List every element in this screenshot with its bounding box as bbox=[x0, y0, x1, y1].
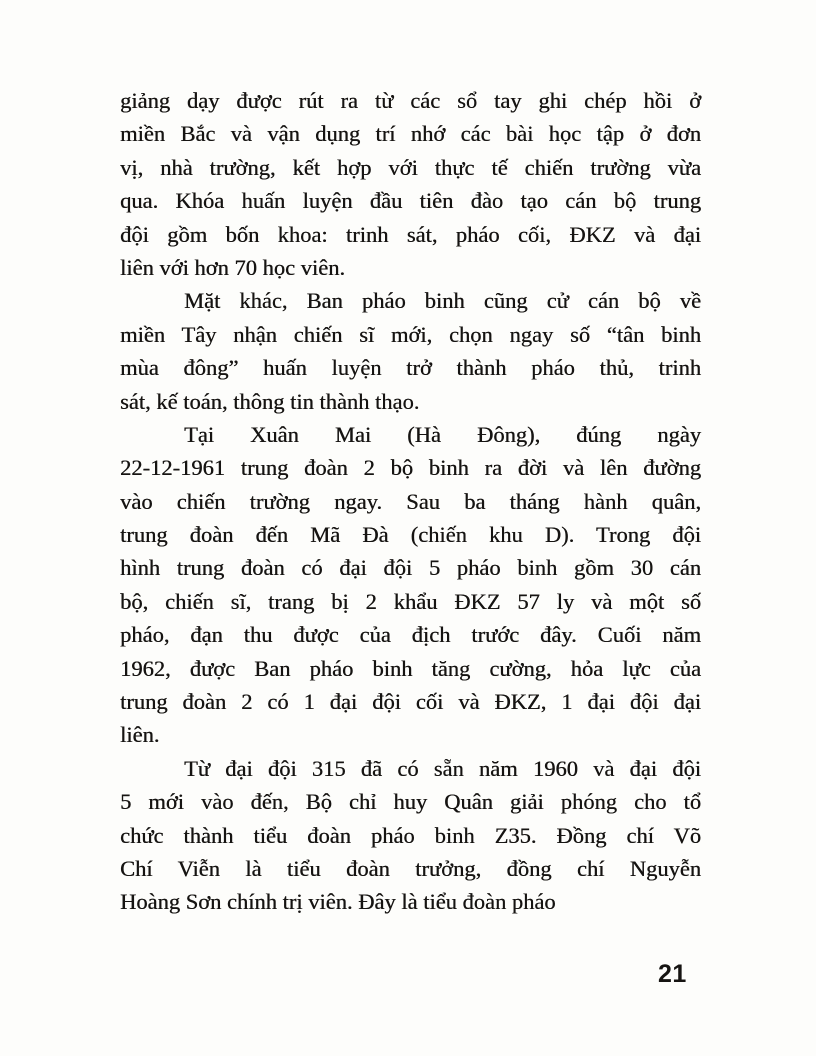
text-line: mùa đông” huấn luyện trở thành pháo thủ, trinh bbox=[120, 355, 701, 381]
text-line: trung đoàn 2 có 1 đại đội cối và ĐKZ, 1 đại đội đại bbox=[120, 689, 701, 715]
text-line: hình trung đoàn có đại đội 5 pháo binh gồm 30 cán bbox=[120, 555, 701, 581]
text-line: Chí Viễn là tiểu đoàn trưởng, đồng chí Nguyễn bbox=[120, 855, 701, 881]
text-line: Từ đại đội 315 đã có sẵn năm 1960 và đại đội bbox=[184, 755, 701, 781]
text-line: đội gồm bốn khoa: trinh sát, pháo cối, ĐKZ và đại bbox=[120, 221, 701, 247]
text-line: miền Tây nhận chiến sĩ mới, chọn ngay số “tân binh bbox=[120, 321, 701, 347]
text-line: Mặt khác, Ban pháo binh cũng cử cán bộ về bbox=[184, 288, 701, 314]
text-line: Tại Xuân Mai (Hà Đông), đúng ngày bbox=[184, 421, 701, 447]
text-line: trung đoàn đến Mã Đà (chiến khu D). Trong đội bbox=[120, 522, 701, 548]
text-line: qua. Khóa huấn luyện đầu tiên đào tạo cán bộ trung bbox=[120, 188, 701, 214]
text-line: liên với hơn 70 học viên. bbox=[120, 254, 346, 280]
text-line: 22-12-1961 trung đoàn 2 bộ binh ra đời và lên đường bbox=[120, 455, 701, 481]
text-line: pháo, đạn thu được của địch trước đây. Cuối năm bbox=[120, 622, 701, 648]
text-line: miền Bắc và vận dụng trí nhớ các bài học tập ở đơn bbox=[120, 121, 701, 147]
text-line: giảng dạy được rút ra từ các sổ tay ghi chép hồi ở bbox=[120, 88, 701, 113]
text-line: vị, nhà trường, kết hợp với thực tế chiến trường vừa bbox=[120, 154, 701, 180]
text-line: 1962, được Ban pháo binh tăng cường, hỏa lực của bbox=[120, 655, 701, 681]
text-line: bộ, chiến sĩ, trang bị 2 khẩu ĐKZ 57 ly và một số bbox=[120, 588, 701, 614]
text-line: Hoàng Sơn chính trị viên. Đây là tiểu đoàn pháo bbox=[120, 889, 556, 915]
text-line: sát, kế toán, thông tin thành thạo. bbox=[120, 388, 420, 414]
text-line: vào chiến trường ngay. Sau ba tháng hành quân, bbox=[120, 488, 701, 514]
text-line: chức thành tiểu đoàn pháo binh Z35. Đồng chí Võ bbox=[120, 822, 701, 848]
text-line: 5 mới vào đến, Bộ chỉ huy Quân giải phóng cho tổ bbox=[120, 789, 701, 815]
body-text bbox=[120, 84, 701, 919]
text-line: liên. bbox=[120, 722, 160, 748]
page-number: 21 bbox=[658, 960, 687, 988]
